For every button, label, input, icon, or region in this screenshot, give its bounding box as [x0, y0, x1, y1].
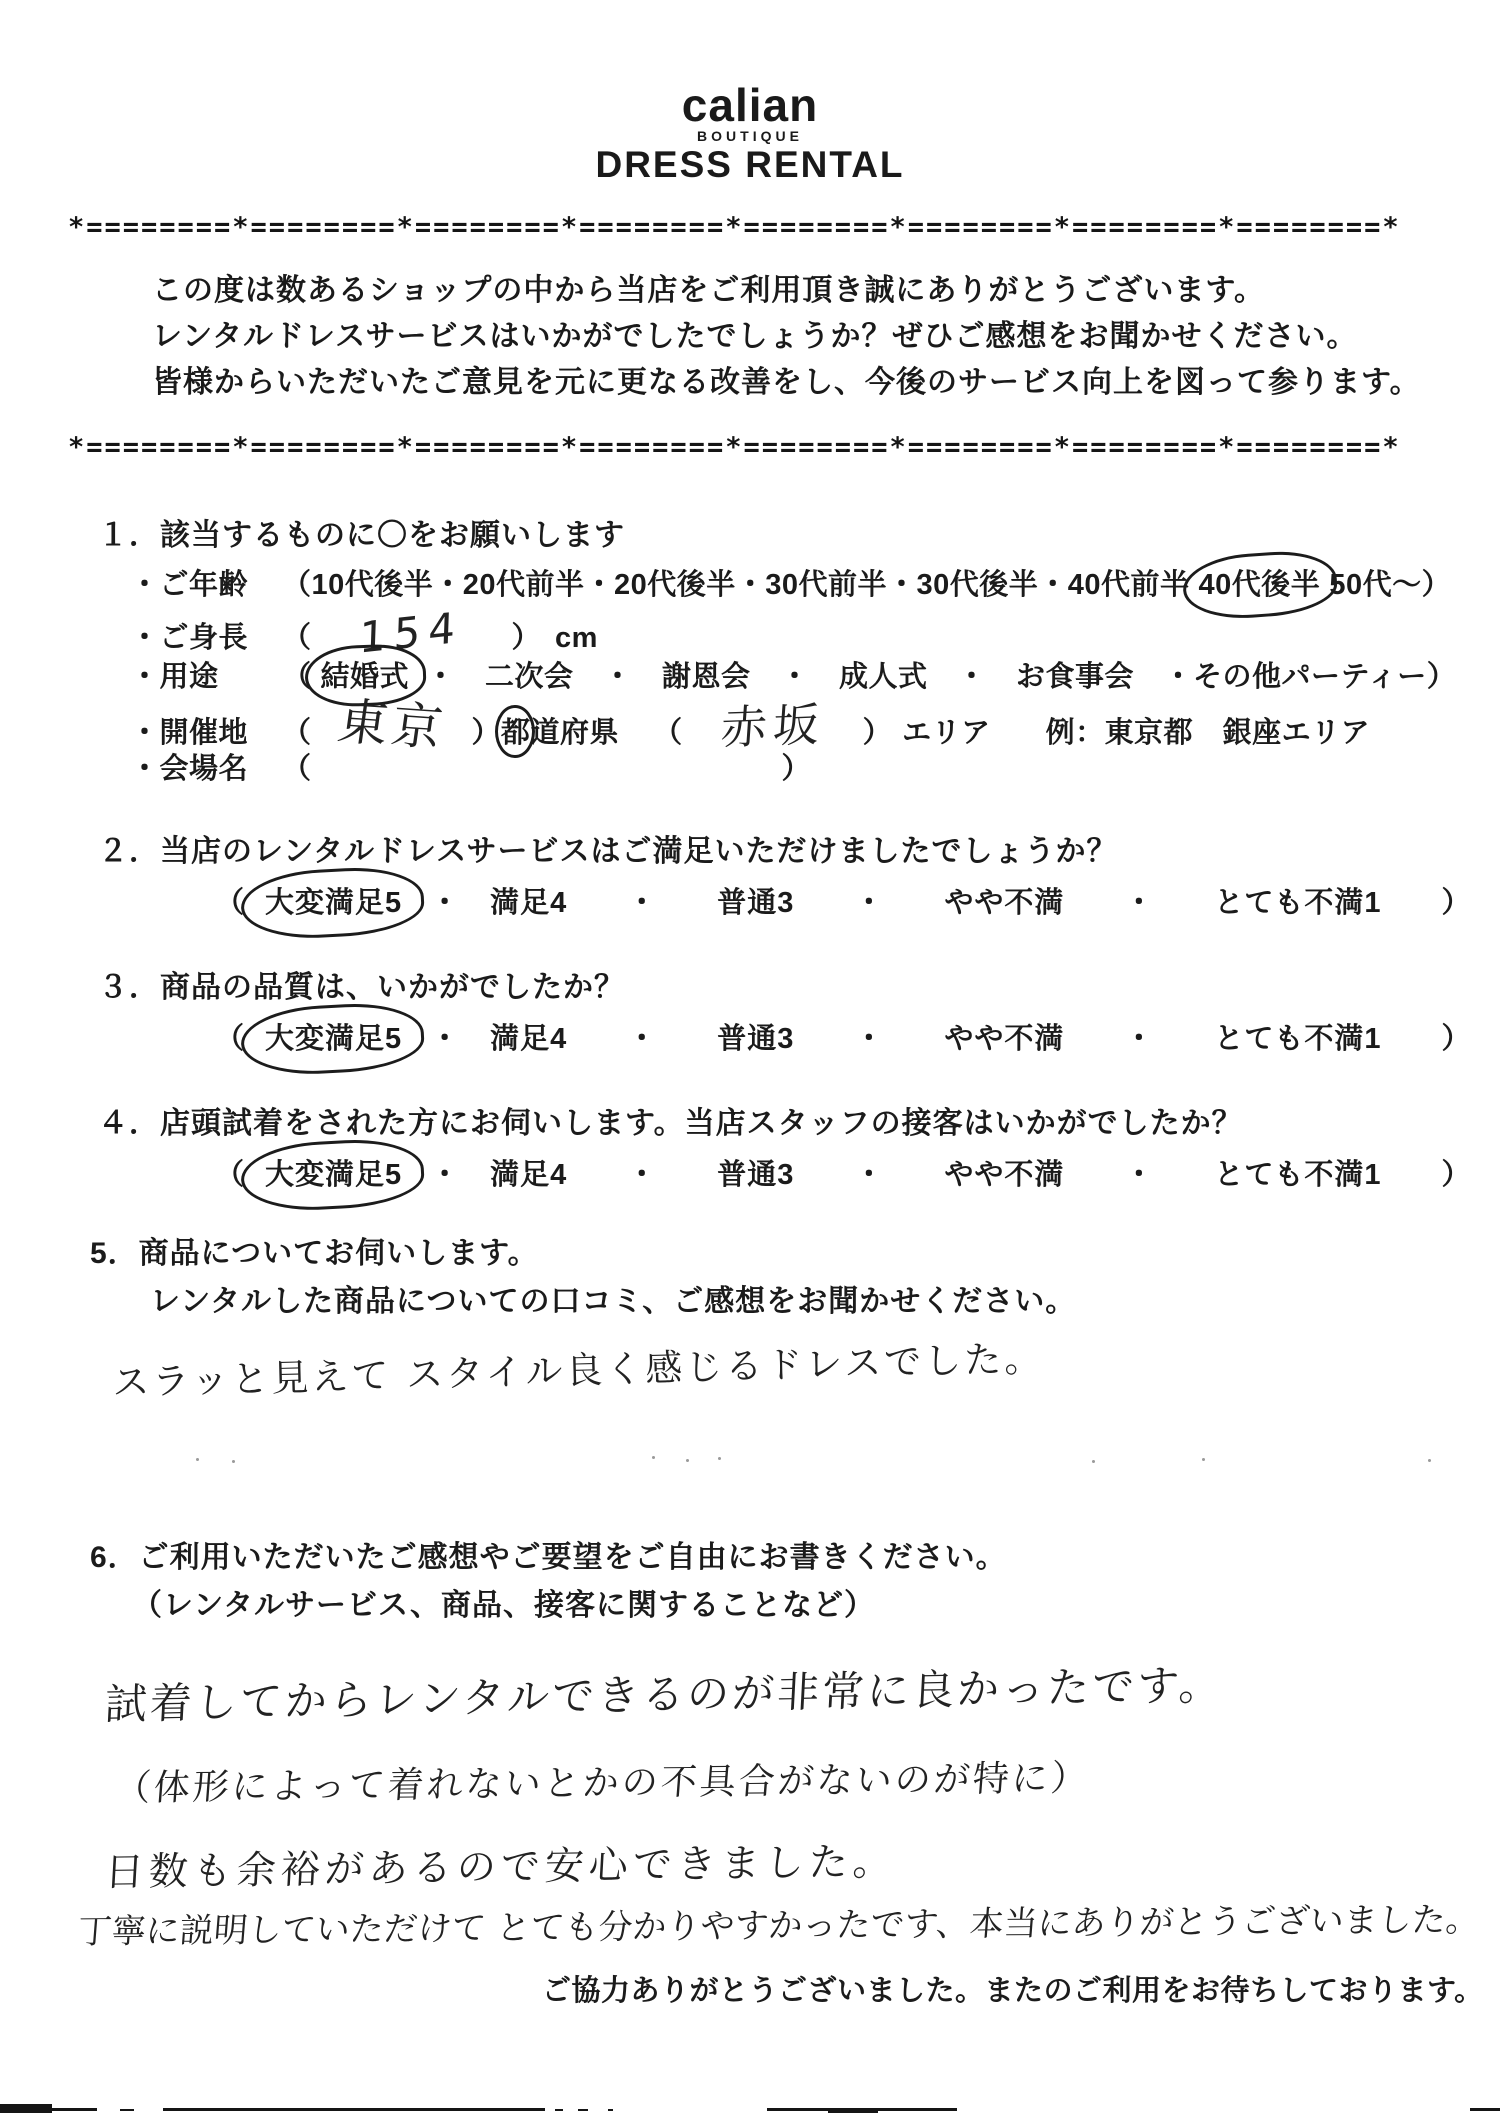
handwritten-height-value: 154 — [358, 602, 465, 663]
q3-options-suffix: ・ 満足4 ・ 普通3 ・ やや不満 ・ とても不満1 ） — [430, 1023, 1472, 1055]
purpose-options-suffix: ・ 二次会 ・ 謝恩会 ・ 成人式 ・ お食事会 ・その他パーティー） — [426, 661, 1457, 693]
purpose-label: ・用途 — [130, 661, 219, 693]
q2-open-paren: （ — [215, 887, 246, 919]
q4-open-paren: （ — [215, 1159, 246, 1191]
height-close-paren: ） — [511, 622, 542, 654]
q6-heading: 6．ご利用いただいたご感想やご要望をご自由にお書きください。 — [90, 1541, 1007, 1574]
q3-rating-row — [215, 1016, 1472, 1057]
q1-place-row — [130, 692, 1371, 758]
q4-circled-option: 大変満足5 — [253, 1152, 414, 1193]
q1-age-row — [130, 562, 1451, 603]
divider-line-top: *========*========*========*========*========*========*========*========* — [68, 212, 1401, 243]
divider-line-middle: *========*========*========*========*========*========*========*========* — [68, 432, 1401, 463]
venue-close-paren: ） — [781, 753, 812, 785]
place-label: ・開催地 — [130, 717, 249, 749]
form-title: DRESS RENTAL — [595, 144, 905, 185]
q2-circled-option: 大変満足5 — [253, 880, 414, 921]
age-options-prefix: （10代後半・20代前半・20代後半・30代前半・30代後半・40代前半 — [282, 569, 1190, 601]
height-unit: cm — [555, 622, 598, 654]
intro-line-1: この度は数あるショップの中から当店をご利用頂き誠にありがとうございます。 — [152, 274, 1265, 307]
q4-options-suffix: ・ 満足4 ・ 普通3 ・ やや不満 ・ とても不満1 ） — [430, 1159, 1472, 1191]
q6-handwritten-line-3: 日数も余裕があるので安心できました。 — [103, 1839, 899, 1896]
handwritten-prefecture: 東京 — [333, 692, 450, 758]
prefecture-type-circled: 都 — [501, 710, 531, 751]
height-label: ・ご身長 — [130, 622, 249, 654]
q3-open-paren: （ — [215, 1023, 246, 1055]
q1-heading: １．該当するものに〇をお願いします — [98, 519, 625, 552]
q2-options-suffix: ・ 満足4 ・ 普通3 ・ やや不満 ・ とても不満1 ） — [430, 887, 1472, 919]
q6-handwritten-line-2: （体形によって着れないとかの不具合がないのが特に） — [113, 1757, 1092, 1810]
q5-heading: 5．商品についてお伺いします。 — [90, 1237, 539, 1270]
area-open-paren: （ — [653, 717, 683, 749]
q3-heading: ３．商品の品質は、いかがでしたか？ — [98, 971, 625, 1004]
area-answer-slot — [683, 697, 863, 755]
area-word: エリア — [902, 717, 991, 749]
place-answer-slot — [312, 692, 472, 758]
q2-rating-row — [215, 880, 1472, 921]
q2-heading: ２．当店のレンタルドレスサービスはご満足いただけましたでしょうか？ — [98, 835, 1118, 868]
intro-line-3: 皆様からいただいたご意見を元に更なる改善をし、今後のサービス向上を図って参ります。 — [152, 366, 1421, 399]
q1-venue-row — [130, 746, 811, 787]
q5-subtext: レンタルした商品についての口コミ、ご感想をお聞かせください。 — [150, 1285, 1077, 1318]
intro-line-2: レンタルドレスサービスはいかがでしたでしょうか？ぜひご感想をお聞かせください。 — [152, 320, 1358, 353]
q5-handwritten-answer: スラッと見えて スタイル良く感じるドレスでした。 — [111, 1336, 1045, 1405]
place-close-paren: ） — [471, 717, 502, 749]
handwritten-area: 赤坂 — [718, 697, 827, 755]
prefecture-type-rest: 道府県 — [530, 717, 620, 749]
q3-circled-option: 大変満足5 — [253, 1016, 414, 1057]
purpose-open-paren: （ — [282, 661, 312, 693]
age-circled-option: 40代後半 — [1190, 562, 1330, 603]
place-open-paren: （ — [282, 717, 312, 749]
brand-logo: calian — [681, 79, 819, 131]
venue-open-paren: （ — [282, 753, 312, 785]
q6-subtext: （レンタルサービス、商品、接客に関することなど） — [132, 1589, 875, 1622]
area-close-paren: ） — [862, 717, 893, 749]
q4-heading: ４．店頭試着をされた方にお伺いします。当店スタッフの接客はいかがでしたか？ — [98, 1107, 1243, 1140]
q4-rating-row — [215, 1152, 1472, 1193]
place-example: 例：東京都 銀座エリア — [1045, 717, 1371, 749]
brand-boutique-label: BOUTIQUE — [697, 128, 803, 144]
intro-paragraph — [152, 268, 1421, 406]
age-label: ・ご年齢 — [130, 569, 249, 601]
header — [0, 78, 1500, 186]
venue-label: ・会場名 — [130, 753, 249, 785]
height-open-paren: （ — [282, 622, 312, 654]
q1-purpose-row — [130, 654, 1456, 695]
purpose-circled-option: 結婚式 — [312, 654, 419, 695]
footer-thanks: ご協力ありがとうございました。またのご利用をお待ちしております。 — [542, 1975, 1484, 2007]
q6-handwritten-line-4: 丁寧に説明していただけて とても分かりやすかったです、本当にありがとうございました。 — [76, 1899, 1482, 1953]
q6-handwritten-line-1: 試着してからレンタルできるのが非常に良かったです。 — [103, 1660, 1225, 1729]
age-options-suffix: 50代～） — [1329, 569, 1452, 601]
